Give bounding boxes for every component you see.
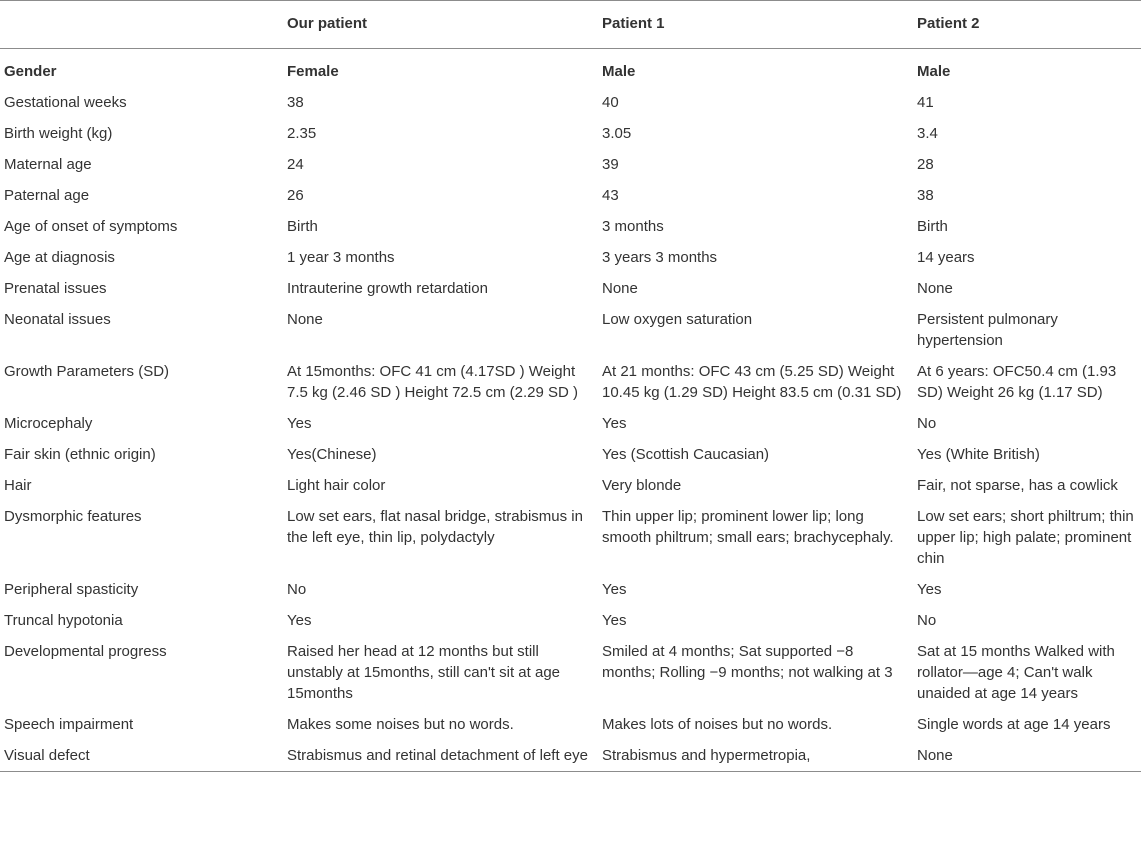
header-row xyxy=(0,1,1141,49)
table-row xyxy=(0,605,1141,636)
table-row xyxy=(0,709,1141,740)
row-label: Visual defect xyxy=(4,747,90,764)
table-cell: No xyxy=(917,415,937,432)
row-label: Maternal age xyxy=(4,156,92,173)
row-label: Truncal hypotonia xyxy=(4,612,123,629)
table-row xyxy=(0,574,1141,605)
table-cell: Yes xyxy=(287,415,312,432)
table-cell: 43 xyxy=(602,187,619,204)
row-label: Age of onset of symptoms xyxy=(4,218,178,235)
table-row xyxy=(0,211,1141,242)
table-row xyxy=(0,636,1141,709)
row-label: Microcephaly xyxy=(4,415,93,432)
table-cell: Male xyxy=(917,63,951,80)
table-cell: Thin upper lip; prominent lower lip; long smooth philtrum; small ears; brachycephaly. xyxy=(602,508,894,546)
table-row xyxy=(0,740,1141,772)
table-cell: Yes (White British) xyxy=(917,446,1040,463)
row-label: Paternal age xyxy=(4,187,90,204)
table-row xyxy=(0,118,1141,149)
row-label: Prenatal issues xyxy=(4,280,107,297)
table-cell: Yes xyxy=(602,612,627,629)
table-cell: Yes xyxy=(602,581,627,598)
table-cell: Low set ears; short philtrum; thin upper lip; high palate; prominent chin xyxy=(917,508,1134,567)
row-label: Developmental progress xyxy=(4,643,167,660)
table-cell: Raised her head at 12 months but still unstably at 15months, still can't sit at age 15months xyxy=(287,643,561,702)
table-cell: 28 xyxy=(917,156,934,173)
table-cell: At 21 months: OFC 43 cm (5.25 SD) Weight 10.45 kg (1.29 SD) Height 83.5 cm (0.31 SD) xyxy=(602,363,902,401)
table-cell: Yes(Chinese) xyxy=(287,446,377,463)
table-cell: Fair, not sparse, has a cowlick xyxy=(917,477,1118,494)
table-cell: Strabismus and retinal detachment of left eye xyxy=(287,747,588,764)
table-cell: No xyxy=(917,612,937,629)
table-row xyxy=(0,356,1141,408)
table-cell: Low set ears, flat nasal bridge, strabismus in the left eye, thin lip, polydactyly xyxy=(287,508,583,546)
row-label: Fair skin (ethnic origin) xyxy=(4,446,156,463)
table-row xyxy=(0,304,1141,356)
table-cell: Makes some noises but no words. xyxy=(287,716,514,733)
table-cell: Light hair color xyxy=(287,477,386,494)
table-cell: 40 xyxy=(602,94,619,111)
table-cell: Birth xyxy=(917,218,948,235)
row-label: Neonatal issues xyxy=(4,311,111,328)
row-label: Age at diagnosis xyxy=(4,249,115,266)
table-cell: 24 xyxy=(287,156,304,173)
table-cell: 39 xyxy=(602,156,619,173)
row-label: Peripheral spasticity xyxy=(4,581,139,598)
table-cell: Yes xyxy=(917,581,942,598)
table-cell: Strabismus and hypermetropia, xyxy=(602,747,811,764)
table-row xyxy=(0,49,1141,88)
table-cell: 1 year 3 months xyxy=(287,249,395,266)
table-row xyxy=(0,242,1141,273)
table-cell: 14 years xyxy=(917,249,975,266)
header-cell-label xyxy=(0,1,283,49)
table-cell: Yes (Scottish Caucasian) xyxy=(602,446,770,463)
table-row xyxy=(0,273,1141,304)
header-cell-patient-2: Patient 2 xyxy=(917,15,980,32)
table-cell: No xyxy=(287,581,307,598)
table-row xyxy=(0,180,1141,211)
table-body xyxy=(0,49,1141,772)
table-row xyxy=(0,408,1141,439)
row-label: Growth Parameters (SD) xyxy=(4,363,170,380)
table-row xyxy=(0,470,1141,501)
header-cell-patient-1: Patient 1 xyxy=(602,15,665,32)
table-cell: Smiled at 4 months; Sat supported −8 months; Rolling −9 months; not walking at 3 xyxy=(602,643,893,681)
table-cell: Single words at age 14 years xyxy=(917,716,1111,733)
row-label: Speech impairment xyxy=(4,716,134,733)
table-cell: 3 years 3 months xyxy=(602,249,718,266)
table-cell: Sat at 15 months Walked with rollator—age 4; Can't walk unaided at age 14 years xyxy=(917,643,1115,702)
row-label: Birth weight (kg) xyxy=(4,125,113,142)
table-cell: None xyxy=(602,280,638,297)
table-cell: None xyxy=(917,280,953,297)
table-row xyxy=(0,439,1141,470)
table-row xyxy=(0,501,1141,574)
table-cell: 41 xyxy=(917,94,934,111)
table-row xyxy=(0,149,1141,180)
table-cell: Yes xyxy=(602,415,627,432)
table-cell: None xyxy=(287,311,323,328)
table-cell: 3.05 xyxy=(602,125,632,142)
table-cell: Low oxygen saturation xyxy=(602,311,753,328)
row-label: Dysmorphic features xyxy=(4,508,142,525)
row-label: Gestational weeks xyxy=(4,94,127,111)
table-cell: 38 xyxy=(917,187,934,204)
table-cell: Very blonde xyxy=(602,477,682,494)
table-cell: Female xyxy=(287,63,339,80)
row-label: Gender xyxy=(4,63,57,80)
table-cell: Persistent pulmonary hypertension xyxy=(917,311,1058,349)
table-cell: Intrauterine growth retardation xyxy=(287,280,488,297)
table-cell: 2.35 xyxy=(287,125,317,142)
table-cell: 26 xyxy=(287,187,304,204)
table-cell: 38 xyxy=(287,94,304,111)
table-cell: Yes xyxy=(287,612,312,629)
table-cell: Makes lots of noises but no words. xyxy=(602,716,833,733)
row-label: Hair xyxy=(4,477,32,494)
table-cell: Male xyxy=(602,63,636,80)
table-row xyxy=(0,87,1141,118)
table-cell: 3.4 xyxy=(917,125,938,142)
table-cell: 3 months xyxy=(602,218,664,235)
table-cell: Birth xyxy=(287,218,318,235)
table-cell: At 6 years: OFC50.4 cm (1.93 SD) Weight 26 kg (1.17 SD) xyxy=(917,363,1117,401)
table-cell: None xyxy=(917,747,953,764)
table-cell: At 15months: OFC 41 cm (4.17SD ) Weight 7.5 kg (2.46 SD ) Height 72.5 cm (2.29 SD ) xyxy=(287,363,578,401)
header-cell-our-patient: Our patient xyxy=(287,15,368,32)
